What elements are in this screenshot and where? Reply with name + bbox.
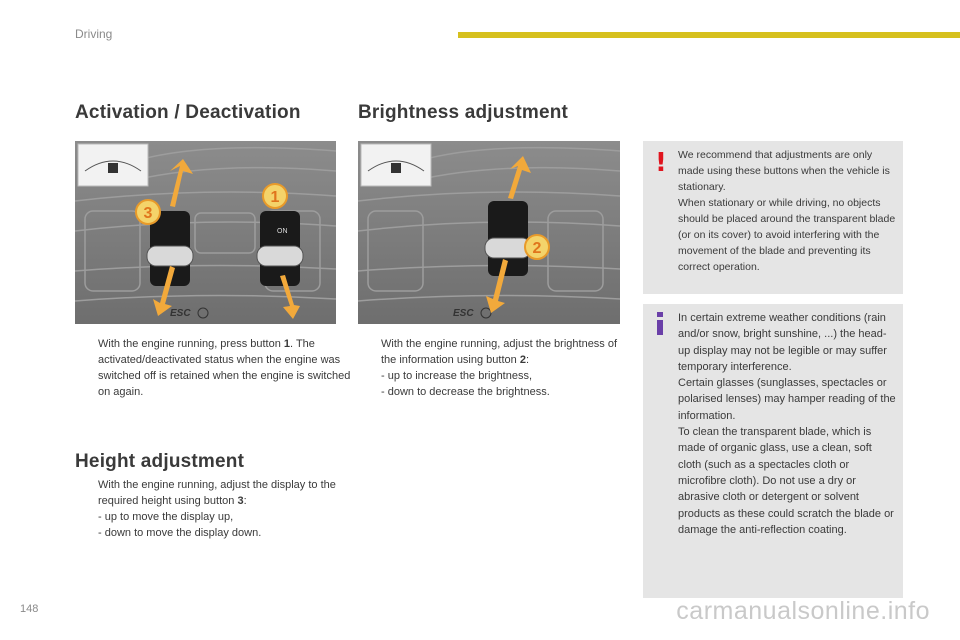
page-number: 148 [20, 603, 39, 615]
warning-box [643, 141, 903, 294]
warning-icon: ! [655, 148, 667, 178]
activation-heading: Activation / Deactivation [75, 102, 301, 123]
callout-3-number: 3 [143, 205, 153, 222]
watermark: carmanualsonline.info [676, 597, 930, 625]
list-item: - down to decrease the brightness. [381, 386, 550, 398]
height-text: With the engine running, adjust the display to the required height using button 3: - up to move the display up, - down to move the display down. [75, 477, 337, 541]
dashboard-illustration-2 [358, 141, 620, 324]
dashboard-illustration-1 [75, 141, 336, 324]
esc-label-1: ESC [170, 308, 191, 319]
brightness-heading: Brightness adjustment [358, 102, 569, 123]
callout-1-number: 1 [270, 189, 280, 206]
figure-brightness-button [358, 141, 620, 324]
brightness-text: With the engine running, adjust the brightness of the information using button 2: - up to increase the brightness, - down to decrease the brightness. [358, 336, 620, 400]
info-icon [657, 312, 663, 334]
figure-activation-buttons [75, 141, 336, 324]
esc-label-2: ESC [453, 308, 474, 319]
header-accent-bar [458, 32, 960, 38]
button-1-rocker [257, 246, 303, 266]
section-label: Driving [75, 27, 113, 41]
on-label: ON [277, 228, 288, 235]
activation-text: With the engine running, press button 1. The activated/deactivated status when the engine was switched off is retained when the engine is switched on again. [98, 338, 351, 398]
list-item: - down to move the display down. [98, 527, 262, 539]
list-item: - up to move the display up, [98, 511, 234, 523]
info-box [643, 304, 903, 598]
button-3-rocker [147, 246, 193, 266]
info-text: In certain extreme weather conditions (rain and/or snow, bright sunshine, ...) the head-up display may not be legible or may suffer temporary interference. Certain glasses (sunglasses, spectacles or polarised lenses) may hamper reading of the information. To clean the transparent blade, which is made of organic glass, use a clean, soft cloth (such as a spectacles cloth or microfibre cloth). Do not use a dry or abrasive cloth or detergent or solvent products as these could scratch the blade or damage the anti-reflection coating. [678, 312, 896, 536]
list-item: - up to increase the brightness, [381, 370, 533, 382]
warning-text: We recommend that adjustments are only made using these buttons when the vehicle is stationary. When stationary or while driving, no objects should be placed around the transparent blade (or on its cover) to avoid interfering with the movement of the blade and preventing its correct operation. [678, 149, 896, 273]
height-heading: Height adjustment [75, 451, 245, 472]
callout-2-number: 2 [532, 240, 542, 257]
